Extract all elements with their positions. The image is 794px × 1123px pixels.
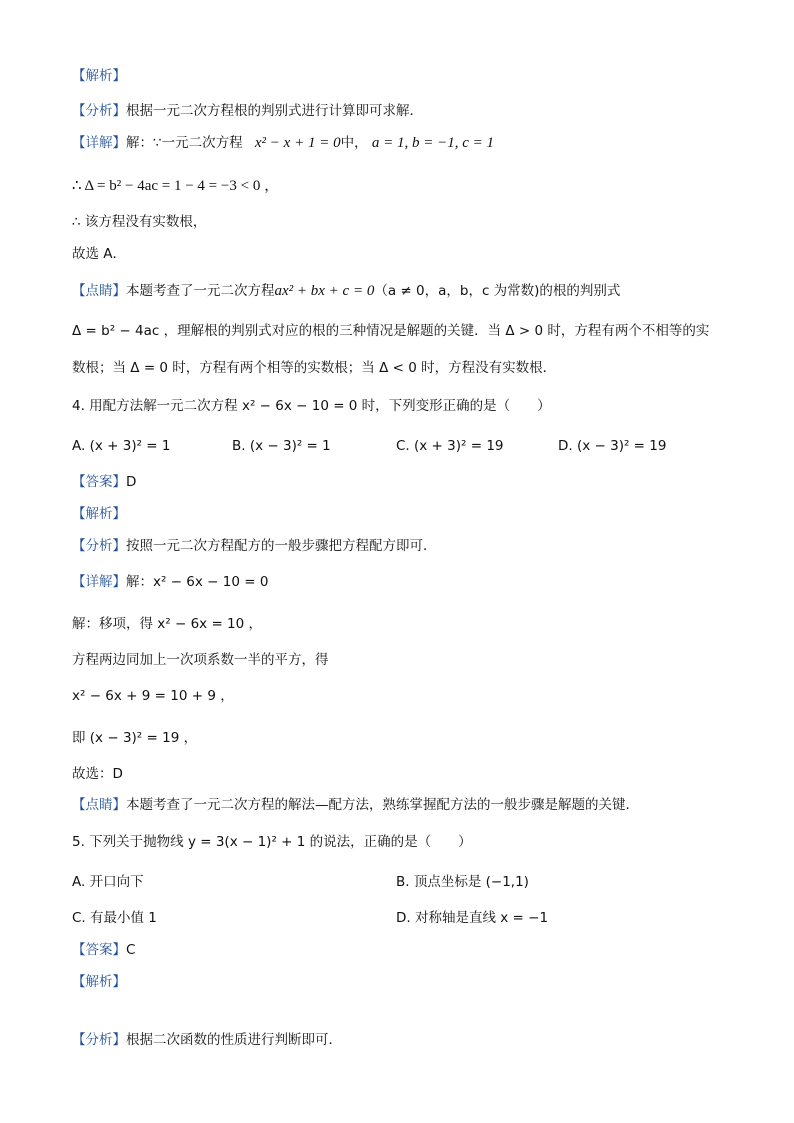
- q5-option-a: A. 开口向下: [72, 874, 144, 890]
- fenxi-text: 根据一元二次方程根的判别式进行计算即可求解．: [126, 103, 423, 119]
- xiangjie-equation: x² − x + 1 = 0: [254, 135, 341, 151]
- section-jiexi-label: 【解析】: [72, 68, 126, 84]
- q5-answer-label: 【答案】: [72, 942, 126, 958]
- q5-fenxi-label: 【分析】: [72, 1032, 126, 1048]
- q4-step-4: 即 (x − 3)² = 19 ，: [72, 730, 198, 746]
- xiangjie-mid: 中，: [340, 135, 368, 151]
- choose-line: 故选 A．: [72, 246, 127, 262]
- dianjing-line-1: [72, 281, 620, 301]
- q5-stem: 5. 下列关于抛物线 y = 3(x − 1)² + 1 的说法，正确的是（ ）: [72, 834, 472, 850]
- q4-step-3: x² − 6x + 9 = 10 + 9 ，: [72, 688, 234, 704]
- xiangjie-label: 【详解】: [72, 135, 126, 151]
- q4-dianjing-label: 【点睛】: [72, 797, 126, 813]
- dianjing-line-2: Δ = b² − 4ac ，理解根的判别式对应的根的三种情况是解题的关键．当 Δ > 0 时，方程有两个不相等的实: [72, 323, 710, 339]
- dianjing-1a: 本题考查了一元二次方程: [126, 283, 275, 299]
- q4-choose: 故选：D: [72, 766, 123, 782]
- no-roots-line: ∴ 该方程没有实数根，: [72, 214, 207, 230]
- q5-option-c: C. 有最小值 1: [72, 910, 157, 926]
- q4-answer: D: [126, 474, 137, 490]
- q5-fenxi: 根据二次函数的性质进行判断即可．: [126, 1032, 342, 1048]
- fenxi-line: [72, 101, 423, 121]
- q4-xiangjie-line: [72, 572, 268, 592]
- q5-option-d: D. 对称轴是直线 x = −1: [396, 910, 549, 926]
- q5-jiexi-label: 【解析】: [72, 974, 126, 990]
- q4-stem: 4. 用配方法解一元二次方程 x² − 6x − 10 = 0 时，下列变形正确的是（ ）: [72, 398, 551, 414]
- dianjing-1eq: ax² + bx + c = 0: [274, 283, 375, 299]
- xiangjie-pre: 解：∵一元二次方程: [126, 135, 243, 151]
- q4-dianjing: 本题考查了一元二次方程的解法—配方法，熟练掌握配方法的一般步骤是解题的关键．: [126, 797, 639, 813]
- delta-line: ∴ Δ = b² − 4ac = 1 − 4 = −3 < 0 ，: [72, 178, 280, 194]
- q4-xiangjie-label: 【详解】: [72, 574, 126, 590]
- q4-fenxi: 按照一元二次方程配方的一般步骤把方程配方即可．: [126, 538, 437, 554]
- q4-jiexi-label: 【解析】: [72, 506, 126, 522]
- q4-step-2: 方程两边同加上一次项系数一半的平方，得: [72, 652, 329, 668]
- q5-answer-line: [72, 940, 135, 960]
- q5-option-b: B. 顶点坐标是 (−1,1): [396, 874, 529, 890]
- q4-option-a: A. (x + 3)² = 1: [72, 438, 171, 454]
- q4-dianjing-line: [72, 795, 639, 815]
- q4-fenxi-line: [72, 536, 437, 556]
- dianjing-1b: （a ≠ 0，a，b，c 为常数)的根的判别式: [374, 283, 621, 299]
- q4-option-d: D. (x − 3)² = 19: [558, 438, 667, 454]
- q5-fenxi-line: [72, 1030, 342, 1050]
- dianjing-line-3: 数根；当 Δ = 0 时，方程有两个相等的实数根；当 Δ < 0 时，方程没有实数根．: [72, 360, 557, 376]
- q4-option-c: C. (x + 3)² = 19: [396, 438, 504, 454]
- q5-answer: C: [126, 942, 136, 958]
- q4-option-b: B. (x − 3)² = 1: [232, 438, 331, 454]
- q4-step-1: 解：移项，得 x² − 6x = 10 ，: [72, 616, 263, 632]
- answer-label: 【答案】: [72, 474, 126, 490]
- dianjing-label: 【点睛】: [72, 283, 126, 299]
- fenxi-label: 【分析】: [72, 103, 126, 119]
- xiangjie-coefficients: a = 1, b = −1, c = 1: [371, 135, 495, 151]
- xiangjie-line: [72, 133, 494, 153]
- q4-answer-line: [72, 472, 136, 492]
- q4-xiangjie: 解：x² − 6x − 10 = 0: [126, 574, 269, 590]
- q4-fenxi-label: 【分析】: [72, 538, 126, 554]
